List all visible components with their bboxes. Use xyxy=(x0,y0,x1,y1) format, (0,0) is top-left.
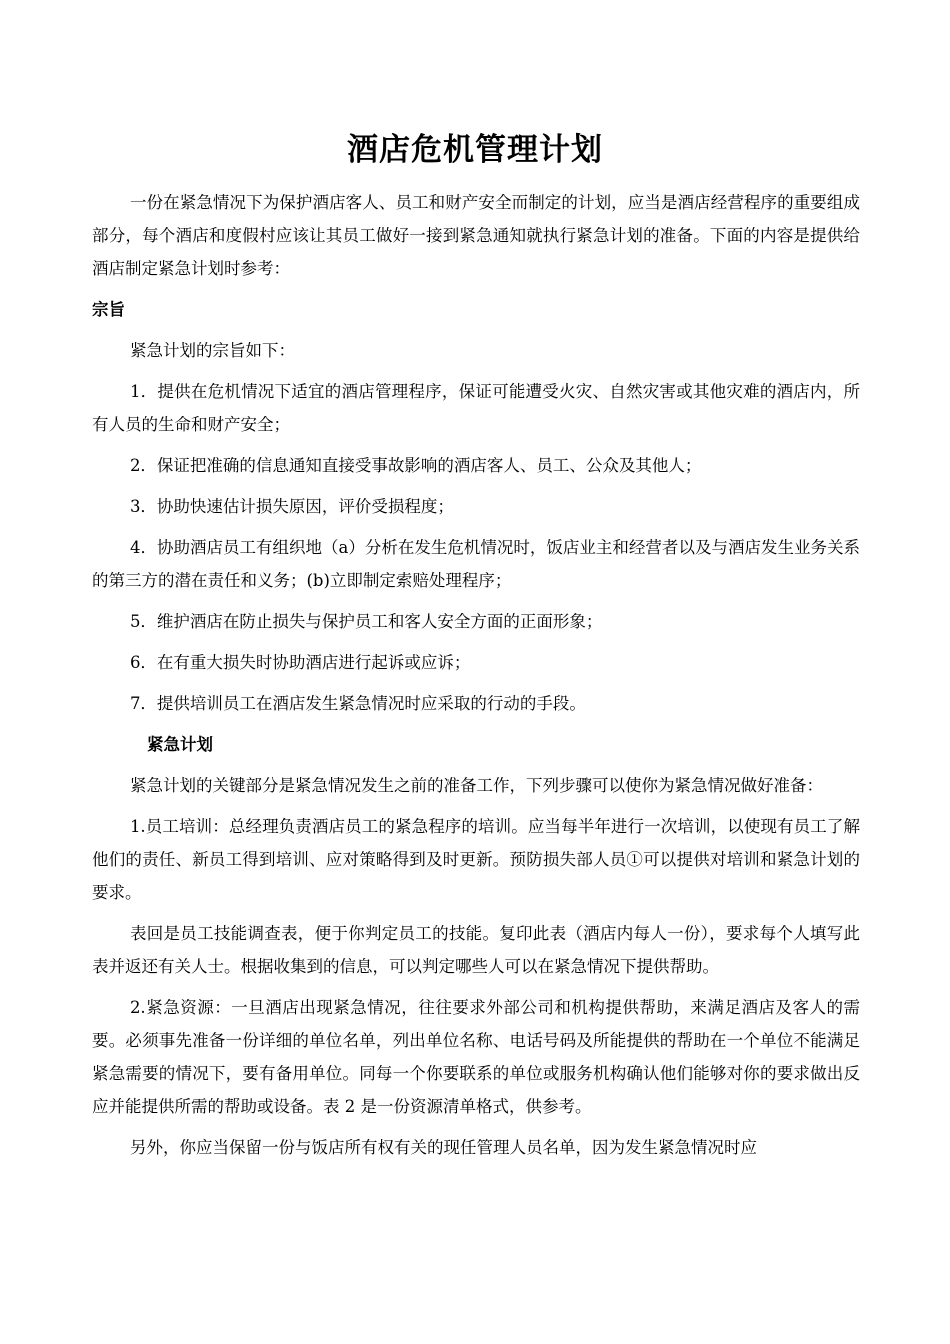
emergency-plan-paragraph: 2.紧急资源：一旦酒店出现紧急情况，往往要求外部公司和机构提供帮助，来满足酒店及客人的需要。必须事先准备一份详细的单位名单，列出单位名称、电话号码及所能提供的帮助在一个单位不能满足紧急需要的情况下，要有备用单位。同每一个你要联系的单位或服务机构确认他们能够对你的要求做出反应并能提供所需的帮助或设备。表 2 是一份资源清单格式，供参考。 xyxy=(92,998,860,1116)
emergency-plan-lead-paragraph: 紧急计划的关键部分是紧急情况发生之前的准备工作，下列步骤可以使你为紧急情况做好准备： xyxy=(129,776,823,795)
emergency-plan-paragraph: 表回是员工技能调查表，便于你判定员工的技能。复印此表（酒店内每人一份），要求每个人填写此表并返还有关人士。根据收集到的信息，可以判定哪些人可以在紧急情况下提供帮助。 xyxy=(92,924,860,976)
purpose-item: 5．维护酒店在防止损失与保护员工和客人安全方面的正面形象； xyxy=(129,612,603,631)
purpose-item: 1．提供在危机情况下适宜的酒店管理程序，保证可能遭受火灾、自然灾害或其他灾难的酒店内，所有人员的生命和财产安全； xyxy=(92,382,860,434)
purpose-item: 3．协助快速估计损失原因，评价受损程度； xyxy=(129,497,454,516)
purpose-item: 6．在有重大损失时协助酒店进行起诉或应诉； xyxy=(129,653,471,672)
purpose-item: 7．提供培训员工在酒店发生紧急情况时应采取的行动的手段。 xyxy=(129,694,586,713)
document-title: 酒店危机管理计划 xyxy=(347,132,603,168)
section-heading-purpose: 宗旨 xyxy=(92,300,125,319)
document-body xyxy=(92,186,860,1164)
purpose-item: 2．保证把准确的信息通知直接受事故影响的酒店客人、员工、公众及其他人； xyxy=(129,456,702,475)
intro-paragraph: 一份在紧急情况下为保护酒店客人、员工和财产安全而制定的计划，应当是酒店经营程序的重要组成部分，每个酒店和度假村应该让其员工做好一接到紧急通知就执行紧急计划的准备。下面的内容是提供给酒店制定紧急计划时参考： xyxy=(92,193,860,278)
purpose-item: 4．协助酒店员工有组织地（a）分析在发生危机情况时，饭店业主和经营者以及与酒店发生业务关系的第三方的潜在责任和义务；(b)立即制定索赔处理程序； xyxy=(92,538,860,590)
emergency-plan-paragraph: 1.员工培训：总经理负责酒店员工的紧急程序的培训。应当每半年进行一次培训，以使现有员工了解他们的责任、新员工得到培训、应对策略得到及时更新。预防损失部人员①可以提供对培训和紧急计划的要求。 xyxy=(92,817,860,902)
purpose-lead-paragraph: 紧急计划的宗旨如下： xyxy=(129,341,295,360)
emergency-plan-paragraph: 另外，你应当保留一份与饭店所有权有关的现任管理人员名单，因为发生紧急情况时应 xyxy=(129,1138,757,1157)
section-heading-emergency-plan: 紧急计划 xyxy=(147,735,213,754)
